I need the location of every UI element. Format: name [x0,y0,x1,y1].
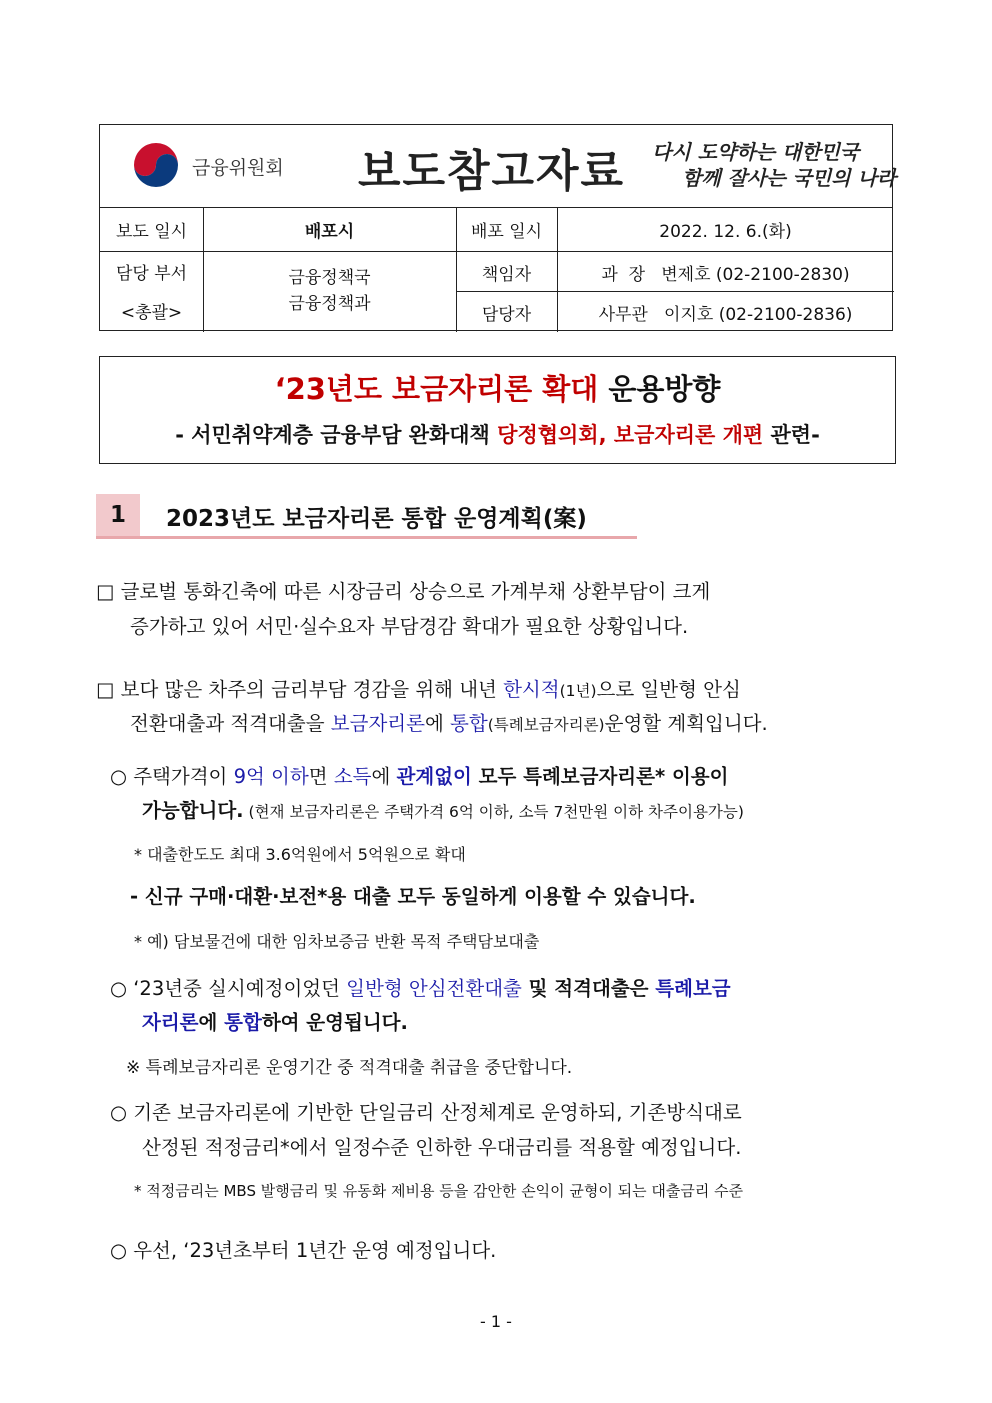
table-divider [456,291,894,292]
circle-1-dash: - 신규 구매·대환·보전*용 대출 모두 동일하게 이용할 수 있습니다. [130,885,696,908]
dept-value-1: 금융정책국 [288,267,371,288]
subheadline-highlight: 당정협의회, 보금자리론 개편 [497,423,764,447]
text-highlight: 통합 [224,1011,262,1034]
text-highlight: 특례보금 [655,977,731,1000]
text-highlight: 일반형 안심전환대출 [346,977,522,1000]
text-span: 에 [424,712,451,735]
bullet-2-line-2 [130,707,768,742]
release-label: 보도 일시 [115,221,188,242]
circle-2-line-1 [110,972,731,1006]
bullet-1-line-2: 증가하고 있어 서민·실수요자 부담경감 확대가 필요한 상황입니다. [130,615,689,638]
text-highlight: 소득 [333,765,372,788]
text-span: 으로 일반형 안심 [596,678,741,701]
dept-value-2: 금융정책과 [288,293,371,314]
section-title: 2023년도 보금자리론 통합 운영계획(案) [166,506,587,532]
doc-type-title: 보도참고자료 [358,146,626,197]
text-span: (특례보금자리론) [487,716,605,734]
text-span: 및 적격대출은 [521,977,656,1000]
manager-value: 과 장 변제호 (02-2100-2830) [601,264,850,285]
slogan [652,139,897,191]
slogan-line-1: 다시 도약하는 대한민국 [652,140,860,164]
text-span: □ 보다 많은 차주의 금리부담 경감을 위해 내년 [96,678,504,701]
text-highlight: 한시적 [503,678,560,701]
text-highlight: 관계없이 [396,765,472,788]
dept-label: 담당 부서 [115,263,188,284]
text-span: 모두 특례보금자리론* 이용이 [471,765,729,788]
circle-1-dash-footnote: * 예) 담보물건에 대한 임차보증금 반환 목적 주택담보대출 [134,932,540,951]
circle-1-footnote: * 대출한도도 최대 3.6억원에서 5억원으로 확대 [134,845,466,864]
section-number: 1 [96,494,140,536]
text-span: 가능합니다. [142,799,244,822]
section-underline [96,536,637,539]
circle-3-line-1: ○ 기존 보금자리론에 기반한 단일금리 산정체계로 운영하되, 기존방식대로 [110,1101,742,1124]
headline [100,367,895,408]
text-highlight: 9억 이하 [233,765,309,788]
circle-2-line-2 [142,1006,408,1040]
headline-rest: 운용방향 [598,372,721,406]
page-number: - 1 - [480,1312,512,1331]
subheadline-part: - 서민취약계층 금융부담 완화대책 [175,423,498,447]
text-span: 전환대출과 적격대출을 [130,712,331,735]
contact-label: 담당자 [481,304,532,325]
text-span: 운영할 계획입니다. [604,712,768,735]
circle-2-reference-note: ※ 특례보금자리론 운영기간 중 적격대출 취급을 중단합니다. [126,1058,573,1078]
bullet-2-line-1 [96,673,741,708]
text-span: (현재 보금자리론은 주택가격 6억 이하, 소득 7천만원 이하 차주이용가능) [243,803,744,821]
distribute-label: 배포 일시 [470,221,543,242]
text-highlight: 통합 [450,712,488,735]
circle-3-line-2: 산정된 적정금리*에서 일정수준 인하한 우대금리를 적용할 예정입니다. [142,1136,742,1159]
slogan-line-2: 함께 잘사는 국민의 나라 [682,166,897,190]
manager-label: 책임자 [481,264,532,285]
dept-note: <총괄> [120,302,183,323]
text-span: (1년) [559,682,597,700]
release-value: 배포시 [304,221,355,242]
distribute-value: 2022. 12. 6.(화) [659,221,792,242]
org-name: 금융위원회 [192,157,284,179]
circle-1-line-2 [142,794,744,829]
text-span: 에 [198,1011,225,1034]
press-header [99,124,897,331]
table-divider [100,251,892,252]
taegeuk-logo-icon [128,139,184,191]
text-span: 에 [371,765,397,788]
text-highlight: 자리론 [142,1011,199,1034]
circle-3-footnote: * 적정금리는 MBS 발행금리 및 유동화 제비용 등을 감안한 손익이 균형이 되는 대출금리 수준 [134,1182,744,1200]
subheadline [100,419,895,449]
bullet-1-line-1: □ 글로벌 통화긴축에 따른 시장금리 상승으로 가계부채 상환부담이 크게 [96,580,711,603]
subheadline-part: 관련- [763,423,820,447]
text-span: 면 [308,765,334,788]
text-span: ○ ‘23년중 실시예정이었던 [110,977,347,1000]
header-top-row [100,125,897,208]
headline-highlight: ‘23년도 보금자리론 확대 [274,372,599,406]
org-logo [128,139,318,191]
headline-box [99,356,896,464]
contact-value: 사무관 이지호 (02-2100-2836) [598,304,853,325]
text-highlight: 보금자리론 [330,712,425,735]
text-span: 하여 운영됩니다. [261,1011,408,1034]
circle-4-line-1: ○ 우선, ‘23년초부터 1년간 운영 예정입니다. [110,1239,497,1262]
circle-1-line-1 [110,760,728,794]
text-span: ○ 주택가격이 [110,765,234,788]
